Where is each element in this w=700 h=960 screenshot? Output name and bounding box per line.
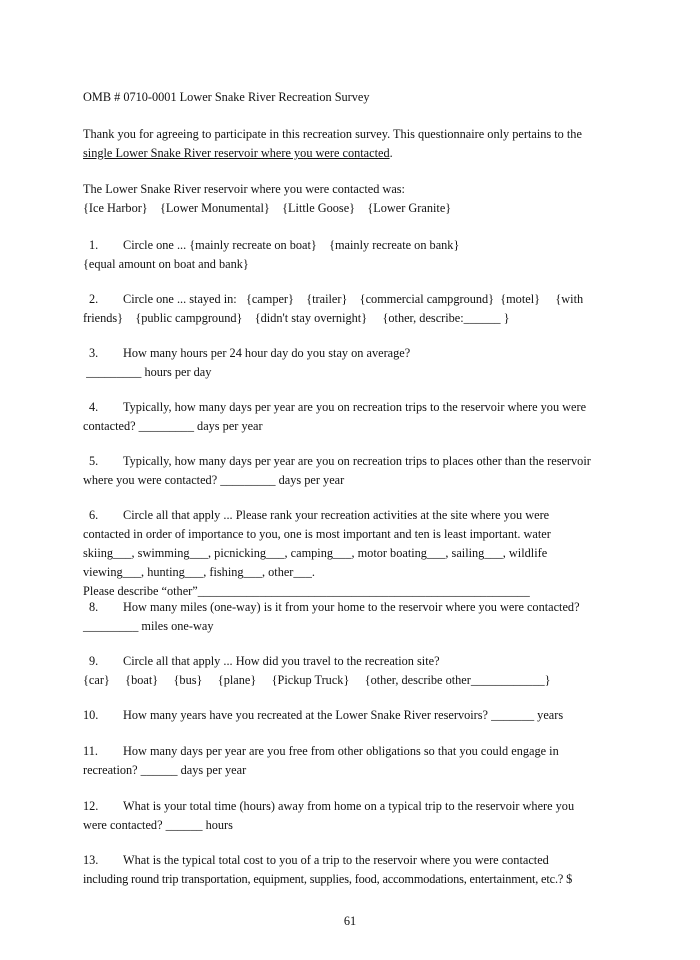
- intro-line-1: Thank you for agreeing to participate in this recreation survey. This questionnaire only pertains to the: [83, 127, 582, 141]
- question-text: How many days per year are you free from other obligations so that you could engage in: [123, 744, 559, 758]
- form-header: OMB # 0710-0001 Lower Snake River Recreation Survey: [83, 90, 370, 104]
- question-8: 8. How many miles (one-way) is it from your home to the reservoir where you were contacted? _________ miles one-way: [83, 600, 580, 633]
- question-number: 4.: [89, 400, 99, 414]
- question-text: What is your total time (hours) away from home on a typical trip to the reservoir where you: [123, 799, 575, 813]
- question-text: How many hours per 24 hour day do you stay on average?: [123, 346, 411, 360]
- question-number: 5.: [89, 454, 99, 468]
- question-11: 11. How many days per year are you free from other obligations so that you could engage in recreation? ______ days per year: [83, 744, 559, 777]
- question-number: 11.: [83, 744, 98, 758]
- question-number: 8.: [89, 600, 99, 614]
- question-text: Circle all that apply ... Please rank your recreation activities at the site where you were: [123, 508, 550, 522]
- reservoir-options: {Ice Harbor} {Lower Monumental} {Little Goose} {Lower Granite}: [83, 201, 452, 215]
- reservoir-prompt: The Lower Snake River reservoir where you were contacted was:: [83, 182, 405, 196]
- page-number: 61: [343, 914, 357, 928]
- intro-line-2: single Lower Snake River reservoir where you were contacted.: [83, 146, 393, 160]
- question-number: 6.: [89, 508, 99, 522]
- question-1: 1. Circle one ... {mainly recreate on boat} {mainly recreate on bank} {equal amount on boat and bank}: [83, 238, 460, 271]
- question-text: Circle all that apply ... How did you travel to the recreation site?: [123, 654, 440, 668]
- question-3: 3. How many hours per 24 hour day do you stay on average? _________ hours per day: [83, 346, 411, 379]
- question-text: What is the typical total cost to you of a trip to the reservoir where you were contacted: [123, 853, 549, 867]
- question-4: 4. Typically, how many days per year are you on recreation trips to the reservoir where you were contacted? _________ days per year: [83, 400, 587, 433]
- question-text: How many miles (one-way) is it from your home to the reservoir where you were contacted?: [123, 600, 580, 614]
- question-number: 3.: [89, 346, 99, 360]
- question-number: 13.: [83, 853, 99, 867]
- reservoir-question: [83, 180, 623, 218]
- question-6: 6. Circle all that apply ... Please rank your recreation activities at the site where you were contacted in order of importance to you, one is most important and ten is least important. water skiing___, swimming___, picnicking___, camping___, motor boating___, sailing___, wildlife viewing___, hunting___, fishing___, other___. Please describe “other”______________________________________________________: [83, 506, 623, 601]
- question-number: 2.: [89, 292, 99, 306]
- question-5: 5. Typically, how many days per year are you on recreation trips to places other than the reservoir where you were contacted? _________ days per year: [83, 454, 591, 487]
- intro-underlined-text: single Lower Snake River reservoir where you were contacted: [83, 146, 390, 160]
- question-number: 9.: [89, 654, 99, 668]
- question-text: How many years have you recreated at the Lower Snake River reservoirs? _______ years: [123, 708, 564, 722]
- other-describe-line: Please describe “other”______________________________________________________: [83, 584, 530, 598]
- question-text: Typically, how many days per year are you on recreation trips to the reservoir where you were: [123, 400, 587, 414]
- question-text: Circle one ... stayed in: {camper} {trailer} {commercial campground} {motel} {with: [123, 292, 584, 306]
- intro-paragraph: [83, 125, 623, 163]
- question-text: Typically, how many days per year are you on recreation trips to places other than the reservoir: [123, 454, 591, 468]
- question-9: 9. Circle all that apply ... How did you travel to the recreation site? {car} {boat} {bus} {plane} {Pickup Truck} {other, describe other____________}: [83, 654, 551, 687]
- question-2: 2. Circle one ... stayed in: {camper} {trailer} {commercial campground} {motel} {with friends} {public campground} {didn't stay overnight} {other, describe:______ }: [83, 292, 584, 325]
- question-number: 12.: [83, 799, 99, 813]
- question-12: 12. What is your total time (hours) away from home on a typical trip to the reservoir where you were contacted? ______ hours: [83, 799, 575, 832]
- question-13: 13. What is the typical total cost to you of a trip to the reservoir where you were contacted including round trip transportation, equipment, supplies, food, accommodations, entertainment, etc.? $: [83, 853, 573, 886]
- question-10: [83, 706, 623, 725]
- question-number: 10.: [83, 708, 99, 722]
- question-text: Circle one ... {mainly recreate on boat} {mainly recreate on bank}: [123, 238, 460, 252]
- question-number: 1.: [89, 238, 99, 252]
